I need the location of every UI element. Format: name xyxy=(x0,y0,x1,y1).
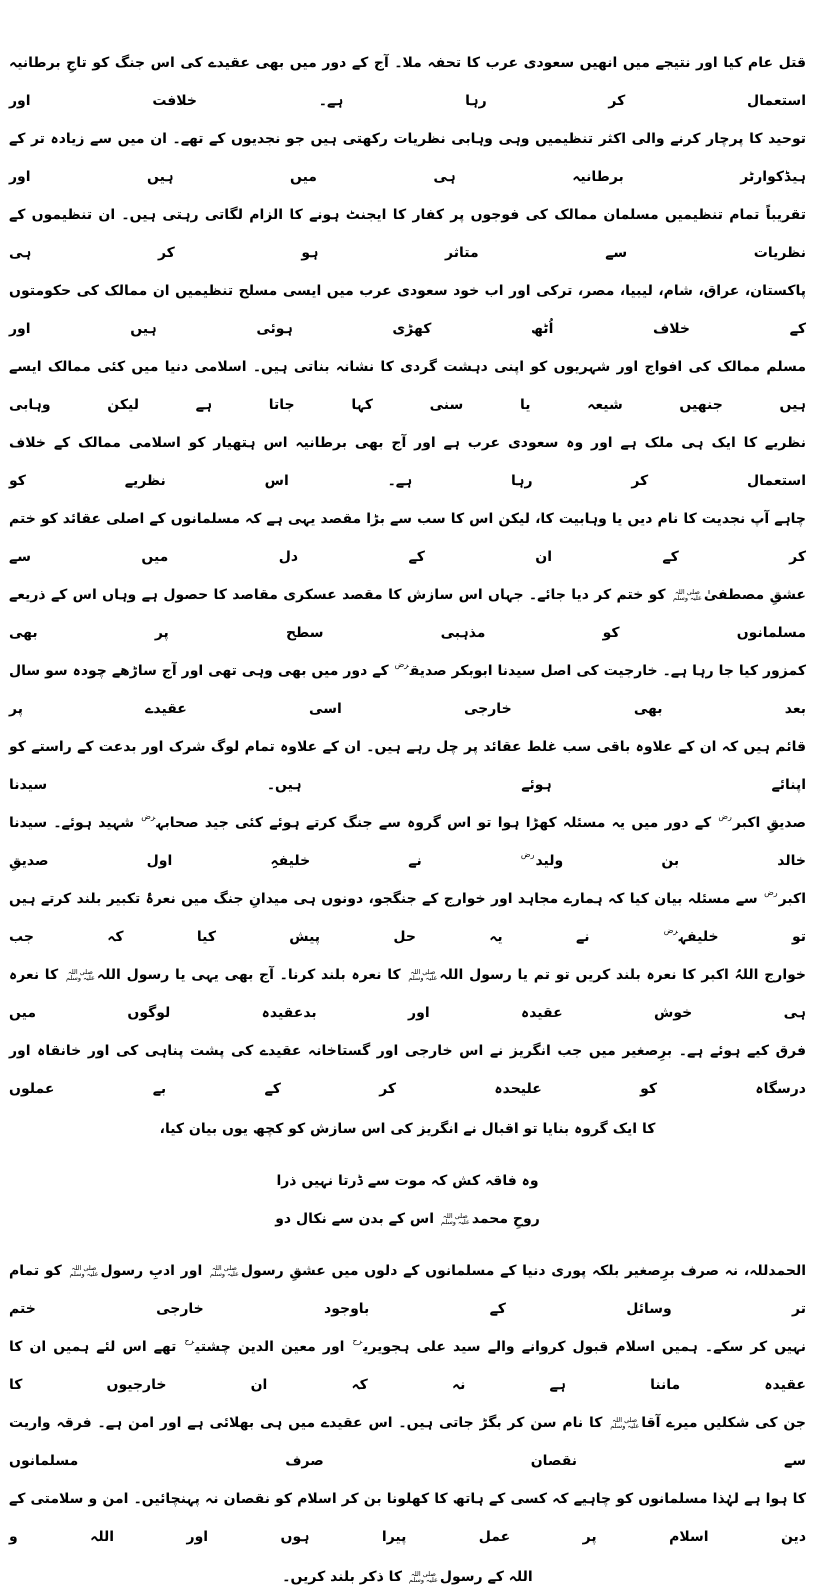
radiallahu-anhu-mark: رض xyxy=(394,660,409,669)
rahmatullah-alayh-mark: رح xyxy=(184,1336,195,1345)
paragraph1-line-14: فرق کیے ہوئے ہے۔ برِصغیر میں جب انگریز نے اس خارجی اور گستاخانہ عقیدے کی پشت پناہی کی اور خانقاہ اور درسگاہ کو علیحدہ کر کے بے عملوں xyxy=(9,1043,806,1097)
paragraph1-line-3: تقریباً تمام تنظیمیں مسلمان ممالک کی فوجوں پر کفار کا ایجنٹ ہونے کا الزام لگاتی رہتی ہیں۔ ان تنظیموں کے نظریات سے متاثر ہو کر ہی xyxy=(9,207,806,261)
sallallahu-alayhi-wasallam-mark: صلی اللہ علیہ وسلم xyxy=(408,968,438,982)
iqbal-couplet xyxy=(9,1162,806,1238)
paragraph2-line-4: کا ہوا ہے لہٰذا مسلمانوں کو چاہیے کہ کسی کے ہاتھ کا کھلونا بن کر اسلام کو نقصان نہ پہنچائیں۔ امن و سلامتی کے دین اسلام پر عمل پیرا ہوں اور اللہ و xyxy=(9,1491,806,1545)
sallallahu-alayhi-wasallam-mark: صلی اللہ علیہ وسلم xyxy=(440,1212,470,1226)
poem-verse-2: روحِ محمد صلی اللہ علیہ وسلم اس کے بدن سے نکال دو xyxy=(275,1211,540,1227)
paragraph1-line-5: مسلم ممالک کی افواج اور شہریوں کو اپنی دہشت گردی کا نشانہ بناتی ہیں۔ اسلامی دنیا میں کئی ممالک ایسے ہیں جنھیں شیعہ یا سنی کہا جاتا ہے لیکن وہابی xyxy=(9,359,806,413)
paragraph1-line-4: پاکستان، عراق، شام، لیبیا، مصر، ترکی اور اب خود سعودی عرب میں ایسی مسلح تنظیمیں ان ممالک کی حکومتوں کے خلاف اُٹھ کھڑی ہوئی ہیں اور xyxy=(9,283,806,337)
radiallahu-anhu-mark: رض xyxy=(718,812,732,821)
paragraph1-line-1: قتل عام کیا اور نتیجے میں انھیں سعودی عرب کا تحفہ ملا۔ آج کے دور میں بھی عقیدے کی اس جنگ کو تاجِ برطانیہ استعمال کر رہا ہے۔ خلافت اور xyxy=(9,55,806,109)
radiallahu-anhu-mark: رض xyxy=(520,850,535,859)
radiallahu-anhu-mark: رض xyxy=(764,888,778,897)
radiallahu-anhu-mark: رض xyxy=(141,812,156,821)
paragraph1-line-7: چاہے آپ نجدیت کا نام دیں یا وہابیت کا، لیکن اس کا سب سے بڑا مقصد یہی ہے کہ مسلمانوں کے اصلی عقائد کو ختم کر کے ان کے دل میں سے xyxy=(9,511,806,565)
paragraph1-closing-line: کا ایک گروہ بنایا تو اقبال نے انگریز کی اس سازش کو کچھ یوں بیان کیا، xyxy=(159,1121,656,1137)
radiallahu-anhu-mark: رض xyxy=(663,926,678,935)
rahmatullah-alayh-mark: رح xyxy=(352,1336,363,1345)
paragraph2-line-1: الحمدللہ، نہ صرف برِصغیر بلکہ پوری دنیا کے مسلمانوں کے دلوں میں عشقِ رسول صلی اللہ علیہ وسلم اور ادبِ رسول صلی اللہ علیہ وسلم کو تمام تر وسائل کے باوجود خارجی ختم xyxy=(9,1263,807,1317)
paragraph2-closing-line: اللہ کے رسول صلی اللہ علیہ وسلم کا ذکر بلند کریں۔ xyxy=(282,1569,533,1585)
sallallahu-alayhi-wasallam-mark: صلی اللہ علیہ وسلم xyxy=(610,1416,640,1430)
paragraph1-line-10: قائم ہیں کہ ان کے علاوہ باقی سب غلط عقائد پر چل رہے ہیں۔ ان کے علاوہ تمام لوگ شرک اور بدعت کے راستے کو اپنائے ہوئے ہیں۔ سیدنا xyxy=(9,739,806,793)
paragraph1-line-2: توحید کا پرچار کرنے والی اکثر تنظیمیں وہی وہابی نظریات رکھتی ہیں جو نجدیوں کے تھے۔ ان میں سے زیادہ تر کے ہیڈکوارٹر برطانیہ ہی میں ہیں اور xyxy=(9,131,806,185)
paragraph-2 xyxy=(9,1252,806,1596)
poem-verse-1: وہ فاقہ کش کہ موت سے ڈرتا نہیں ذرا xyxy=(276,1173,539,1189)
paragraph2-line-2: نہیں کر سکے۔ ہمیں اسلام قبول کروانے والے سید علی ہجویری$^{رح}$ اور معین الدین چشتی$^{رح}$ تھے اس لئے ہمیں ان کا عقیدہ ماننا ہے نہ کہ ان خارجیوں کا xyxy=(9,1336,806,1393)
sallallahu-alayhi-wasallam-mark: صلی اللہ علیہ وسلم xyxy=(65,968,95,982)
paragraph1-line-6: نظریے کا ایک ہی ملک ہے اور وہ سعودی عرب ہے اور آج بھی برطانیہ اس ہتھیار کو اسلامی ممالک کے خلاف استعمال کر رہا ہے۔ اس نظریے کو xyxy=(9,435,806,489)
sallallahu-alayhi-wasallam-mark: صلی اللہ علیہ وسلم xyxy=(69,1264,99,1278)
paragraph-1 xyxy=(9,44,806,1148)
sallallahu-alayhi-wasallam-mark: صلی اللہ علیہ وسلم xyxy=(209,1264,239,1278)
sallallahu-alayhi-wasallam-mark: صلی اللہ علیہ وسلم xyxy=(672,588,702,602)
paragraph1-line-12: اکبر$^{رض}$ سے مسئلہ بیان کیا کہ ہمارے مجاہد اور خوارج کے جنگجو، دونوں ہی میدانِ جنگ میں نعرۂ تکبیر بلند کرتے ہیں تو خلیفہ$^{رض}$ نے یہ حل پیش کیا کہ جب xyxy=(9,888,806,945)
paragraph1-line-11: صدیقِ اکبر$^{رض}$ کے دور میں یہ مسئلہ کھڑا ہوا تو اس گروہ سے جنگ کرتے ہوئے کئی جید صحابہ$^{رض}$ شہید ہوئے۔ سیدنا خالد بن ولید$^{رض}$ نے خلیفہِ اول صدیقِ xyxy=(9,812,807,869)
paragraph1-line-13: خوارج اللہُ اکبر کا نعرہ بلند کریں تو تم یا رسول اللہ صلی اللہ علیہ وسلم کا نعرہ بلند کرنا۔ آج بھی یہی یا رسول اللہ صلی اللہ علیہ وسلم کا نعرہ ہی خوش عقیدہ اور بدعقیدہ لوگوں میں xyxy=(9,967,807,1021)
paragraph1-line-8: عشقِ مصطفیٰ صلی اللہ علیہ وسلم کو ختم کر دیا جائے۔ جہاں اس سازش کا مقصد عسکری مقاصد کا حصول ہے وہاں اس کے ذریعے مسلمانوں کو مذہبی سطح پر بھی xyxy=(9,587,806,641)
sallallahu-alayhi-wasallam-mark: صلی اللہ علیہ وسلم xyxy=(408,1570,438,1584)
paragraph1-line-9: کمزور کیا جا رہا ہے۔ خارجیت کی اصل سیدنا ابوبکر صدیق$^{رض}$ کے دور میں بھی وہی تھی اور آج ساڑھے چودہ سو سال بعد بھی خارجی اسی عقیدے پر xyxy=(9,660,806,717)
paragraph2-line-3: جن کی شکلیں میرے آقا صلی اللہ علیہ وسلم کا نام سن کر بگڑ جاتی ہیں۔ اس عقیدے میں ہی بھلائی ہے اور امن ہے۔ فرقہ واریت سے نقصان صرف مسلمانوں xyxy=(9,1415,807,1469)
